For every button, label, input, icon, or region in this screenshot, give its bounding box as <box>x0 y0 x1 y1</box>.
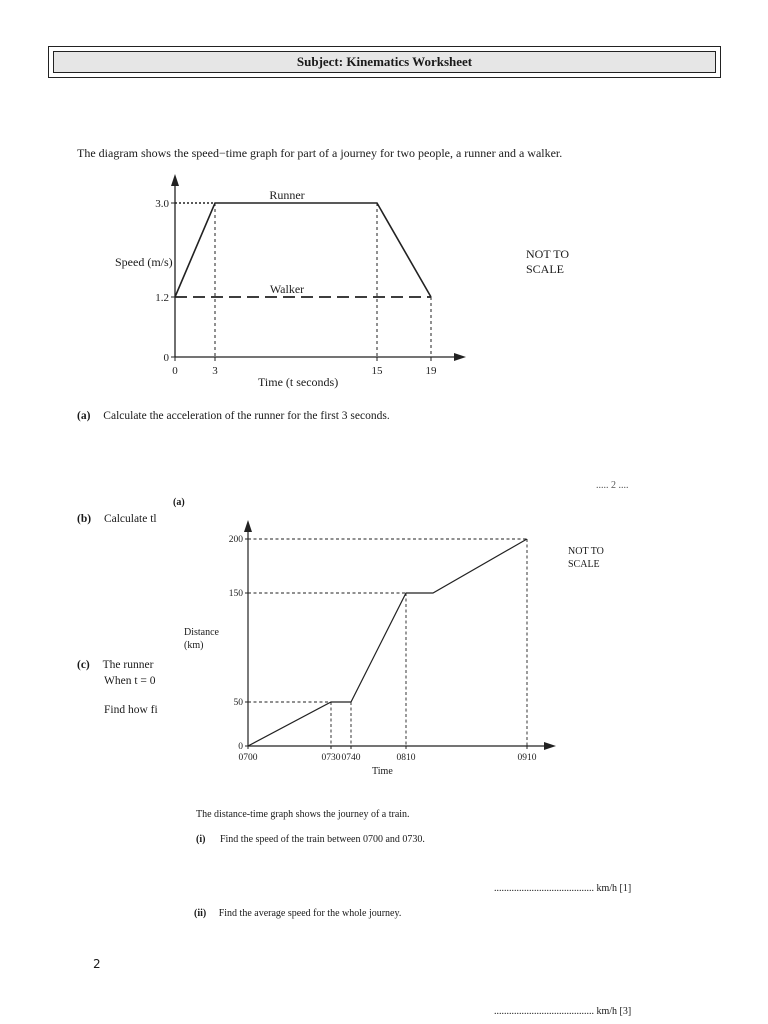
speed-y-arrow <box>171 174 179 186</box>
answer-line-ii: ........................................ km/h [3] <box>494 1006 632 1017</box>
question-a-text: Calculate the acceleration of the runner for the first 3 seconds. <box>103 410 390 422</box>
page-number: 2 <box>93 957 101 971</box>
speed-x-tick-label: 15 <box>371 365 383 377</box>
distance-y-tick-label: 150 <box>228 589 243 599</box>
distance-x-tick-label: 0810 <box>396 753 416 763</box>
speed-x-tick-label: 19 <box>425 365 437 377</box>
train-question-i-label: (i) <box>196 834 206 845</box>
distance-x-tick-label: 0730 <box>321 753 341 763</box>
question-b <box>77 513 157 525</box>
question-b-label: (b) <box>77 513 92 525</box>
speed-y-tick-label: 3.0 <box>155 198 169 210</box>
distance-x-tick-label: 0910 <box>517 753 537 763</box>
train-question-i-text: Find the speed of the train between 0700 and 0730. <box>219 834 425 845</box>
answer-line-i: ........................................ km/h [1] <box>494 883 632 894</box>
question-c-line2: When t = 0 <box>104 675 156 687</box>
worksheet-title: Subject: Kinematics Worksheet <box>53 51 716 73</box>
train-intro: The distance-time graph shows the journey of a train. <box>196 809 410 820</box>
overlay-label: (a) <box>173 497 185 508</box>
question-c-line3: Find how fi <box>104 704 158 716</box>
runner-label: Runner <box>269 188 305 202</box>
not-to-scale-1: NOT TO SCALE <box>526 247 570 276</box>
speed-x-arrow <box>454 353 466 361</box>
not-to-scale-2: NOT TO SCALE <box>568 546 604 570</box>
time-axis-label-2: Time <box>372 766 393 777</box>
speed-time-plot <box>155 174 466 377</box>
distance-axis-label: Distance (km) <box>184 627 219 651</box>
intro-text: The diagram shows the speed−time graph for part of a journey for two people, a runner and a walker. <box>77 146 563 160</box>
question-c <box>77 659 153 671</box>
walker-label: Walker <box>269 282 305 296</box>
train-question-i <box>196 834 425 845</box>
distance-y-tick-label: 0 <box>238 742 243 752</box>
question-c-label: (c) <box>77 659 90 671</box>
question-c-line1: The runner <box>102 659 154 671</box>
question-b-text: Calculate tl <box>103 513 157 525</box>
question-a-label: (a) <box>77 410 91 422</box>
train-question-ii <box>194 908 401 919</box>
speed-axis-text: Speed (m/s) <box>115 255 173 269</box>
distance-time-plot <box>229 520 556 763</box>
train-question-ii-label: (ii) <box>194 908 207 919</box>
distance-y-arrow <box>244 520 252 532</box>
speed-y-tick-label: 1.2 <box>155 292 169 304</box>
speed-x-tick-label: 3 <box>212 365 218 377</box>
distance-series-train <box>248 539 527 746</box>
question-a <box>77 410 390 422</box>
distance-x-arrow <box>544 742 556 750</box>
time-axis-label: Time (t seconds) <box>258 375 339 389</box>
speed-axis-label <box>115 255 175 269</box>
distance-y-tick-label: 200 <box>228 535 243 545</box>
speed-x-tick-label: 0 <box>172 365 178 377</box>
answer-fragment: ..... 2 .... <box>596 480 629 491</box>
distance-x-tick-label: 0740 <box>341 753 361 763</box>
speed-y-tick-label: 0 <box>163 352 169 364</box>
distance-x-tick-label: 0700 <box>238 753 258 763</box>
distance-y-tick-label: 50 <box>233 698 243 708</box>
train-question-ii-text: Find the average speed for the whole journey. <box>218 908 402 919</box>
